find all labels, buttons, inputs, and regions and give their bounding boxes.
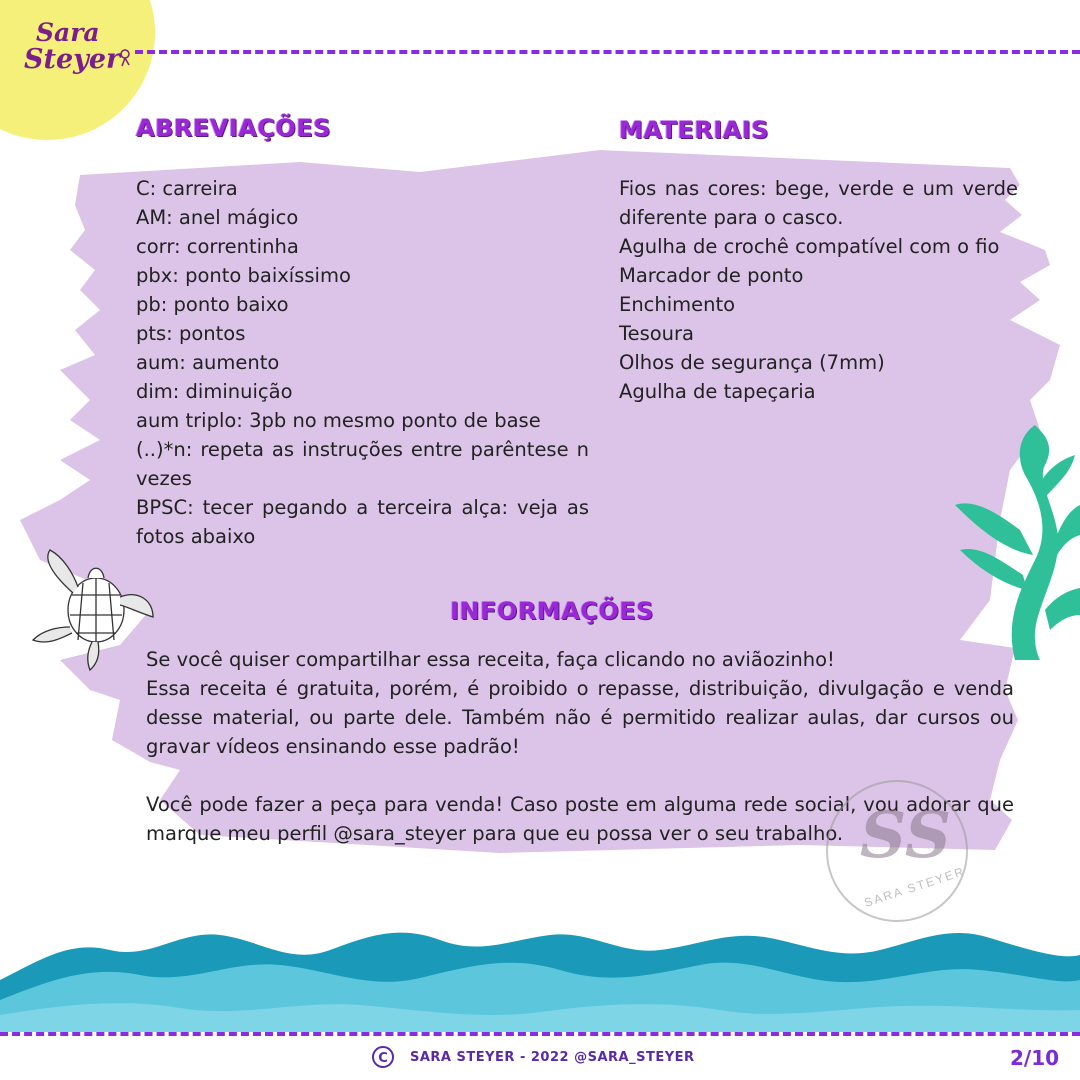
materiais-heading: MATERIAIS: [619, 116, 770, 144]
logo-line-1: Sara: [36, 18, 100, 47]
bottom-dashed-divider: [0, 1032, 1080, 1036]
list-item: corr: correntinha: [136, 235, 299, 258]
logo-line-2: Steyer: [24, 44, 121, 75]
page-number: 2/10: [1010, 1046, 1060, 1070]
abreviacoes-section: [136, 174, 589, 551]
list-item: aum triplo: 3pb no mesmo ponto de base: [136, 409, 541, 432]
share-text: Se você quiser compartilhar essa receita, faça clicando no aviãozinho!: [146, 648, 835, 671]
footer-credit: SARA STEYER - 2022 @SARA_STEYER: [410, 1050, 695, 1065]
informacoes-heading: INFORMAÇÕES: [450, 597, 654, 625]
materiais-first-item: Fios nas cores: bege, verde e um verde diferente para o casco.: [619, 177, 1018, 229]
turtle-illustration: [28, 545, 158, 675]
list-item: C: carreira: [136, 177, 238, 200]
watermark-stamp: [822, 776, 972, 926]
list-item: Agulha de crochê compatível com o fio: [619, 235, 1000, 258]
abreviacoes-heading: ABREVIAÇÕES: [136, 114, 332, 142]
list-item: Olhos de segurança (7mm): [619, 351, 885, 374]
watermark-monogram: SS: [860, 798, 952, 873]
copyright-icon: C: [372, 1046, 394, 1068]
list-item: AM: anel mágico: [136, 206, 299, 229]
repeat-abbrev-text: (..)*n: repeta as instruções entre parêntese n vezes: [136, 438, 589, 490]
list-item: pb: ponto baixo: [136, 293, 289, 316]
list-item: Tesoura: [619, 322, 695, 345]
bpsc-abbrev-text: BPSC: tecer pegando a terceira alça: veja as fotos abaixo: [136, 496, 589, 548]
restriction-paragraph: Essa receita é gratuita, porém, é proibido o repasse, distribuição, divulgação e venda desse material, ou parte dele. Também não é permitido realizar aulas, dar cursos ou gravar vídeos ensinando esse padrão!: [146, 677, 1014, 758]
watermark-name: SARA STEYER: [862, 864, 967, 910]
materiais-list: [619, 232, 1018, 406]
list-item: Marcador de ponto: [619, 264, 804, 287]
ocean-waves-illustration: [0, 920, 1080, 1032]
sales-paragraph: Você pode fazer a peça para venda! Caso poste em alguma rede social, vou adorar que marque meu perfil @sara_steyer para que eu possa ver o seu trabalho.: [146, 793, 1014, 845]
abreviacoes-list: [136, 174, 589, 435]
list-item: pbx: ponto baixíssimo: [136, 264, 351, 287]
list-item: dim: diminuição: [136, 380, 293, 403]
materiais-section: [619, 174, 1018, 406]
list-item: aum: aumento: [136, 351, 280, 374]
list-item: pts: pontos: [136, 322, 246, 345]
list-item: Agulha de tapeçaria: [619, 380, 816, 403]
list-item: Enchimento: [619, 293, 736, 316]
seaweed-illustration: [945, 420, 1080, 660]
